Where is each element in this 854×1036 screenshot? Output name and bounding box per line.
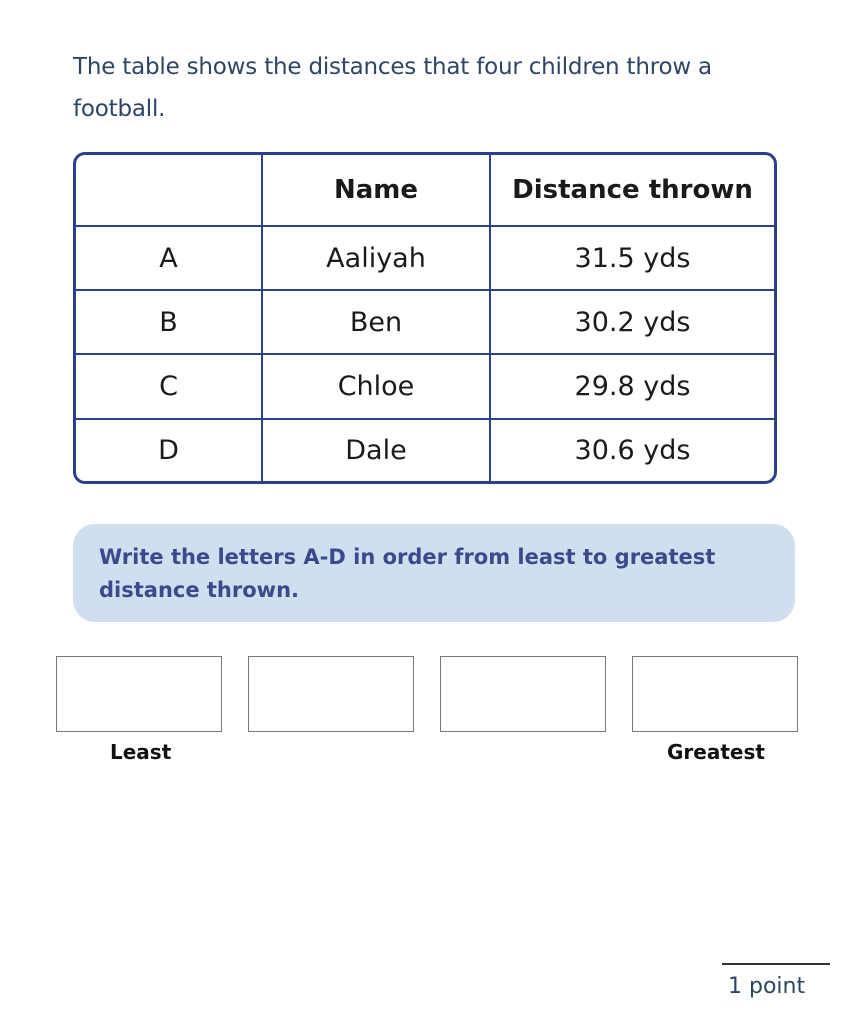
answer-box-3[interactable] xyxy=(440,656,606,732)
row-name: Chloe xyxy=(262,354,490,418)
answer-box-4[interactable] xyxy=(632,656,798,732)
table-header-row xyxy=(76,155,774,226)
table-row xyxy=(76,419,774,481)
points-value: 1 point xyxy=(728,974,806,999)
table-row xyxy=(76,354,774,418)
row-distance: 30.2 yds xyxy=(490,290,774,354)
least-label: Least xyxy=(110,740,172,764)
points-divider xyxy=(722,963,830,965)
row-letter: A xyxy=(76,226,262,290)
answer-box-2[interactable] xyxy=(248,656,414,732)
row-name: Ben xyxy=(262,290,490,354)
table-row xyxy=(76,226,774,290)
row-distance: 30.6 yds xyxy=(490,419,774,481)
row-letter: D xyxy=(76,419,262,481)
answer-box-1[interactable] xyxy=(56,656,222,732)
header-blank xyxy=(76,155,262,226)
greatest-label: Greatest xyxy=(667,740,765,764)
row-distance: 29.8 yds xyxy=(490,354,774,418)
header-distance: Distance thrown xyxy=(490,155,774,226)
row-name: Dale xyxy=(262,419,490,481)
question-prompt: Write the letters A-D in order from least to greatest distance thrown. xyxy=(73,524,795,622)
header-name: Name xyxy=(262,155,490,226)
table-row xyxy=(76,290,774,354)
row-letter: B xyxy=(76,290,262,354)
row-letter: C xyxy=(76,354,262,418)
row-name: Aaliyah xyxy=(262,226,490,290)
row-distance: 31.5 yds xyxy=(490,226,774,290)
question-intro: The table shows the distances that four children throw a football. xyxy=(73,54,712,122)
distance-table xyxy=(73,152,777,484)
